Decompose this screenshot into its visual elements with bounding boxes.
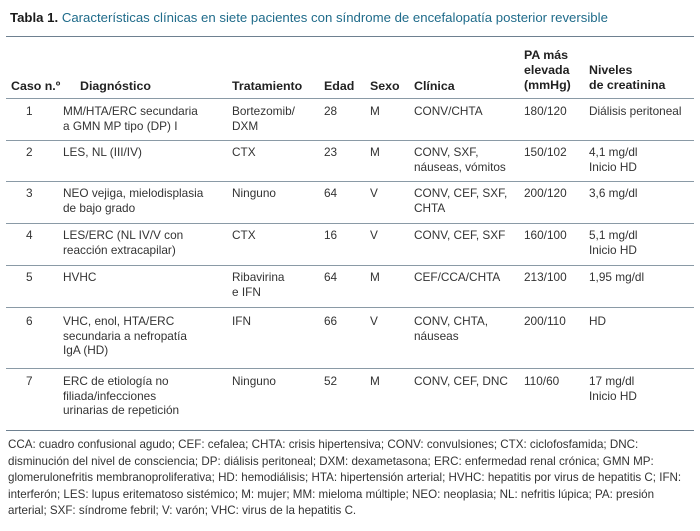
table-label: Tabla 1. bbox=[10, 10, 59, 25]
cell-pa: 200/110 bbox=[524, 314, 566, 328]
cell-creatinina bbox=[589, 314, 606, 329]
header-pa bbox=[524, 48, 571, 93]
cell-clinica-line: CONV, CEF, SXF bbox=[414, 228, 506, 242]
cell-creatinina-line: Inicio HD bbox=[589, 242, 637, 257]
cell-clinica bbox=[414, 228, 505, 243]
top-rule bbox=[6, 36, 694, 37]
header-niveles-line1: Niveles bbox=[589, 63, 633, 77]
row-separator bbox=[6, 140, 694, 141]
cell-creatinina-line: 4,1 mg/dl bbox=[589, 145, 638, 159]
header-niveles bbox=[589, 63, 665, 93]
cell-edad: 16 bbox=[324, 228, 338, 242]
cell-sexo: M bbox=[370, 374, 380, 388]
cell-diagnostico-line: urinarias de repetición bbox=[63, 403, 180, 418]
cell-tratamiento-line: Ninguno bbox=[232, 186, 276, 200]
header-edad: Edad bbox=[324, 79, 355, 93]
cell-diagnostico-line: VHC, enol, HTA/ERC bbox=[63, 314, 175, 328]
cell-diagnostico bbox=[63, 314, 187, 358]
cell-creatinina-line: Inicio HD bbox=[589, 159, 637, 174]
header-sexo: Sexo bbox=[370, 79, 400, 93]
cell-clinica bbox=[414, 374, 508, 389]
row-separator bbox=[6, 265, 694, 266]
table-title bbox=[10, 10, 608, 25]
cell-tratamiento bbox=[232, 104, 295, 133]
cell-sexo: M bbox=[370, 104, 380, 118]
cell-sexo: V bbox=[370, 228, 378, 242]
cell-sexo: M bbox=[370, 270, 380, 284]
row-separator bbox=[6, 181, 694, 182]
cell-creatinina-line: 17 mg/dl bbox=[589, 374, 635, 388]
cell-sexo: V bbox=[370, 186, 378, 200]
row-separator bbox=[6, 307, 694, 308]
cell-edad: 28 bbox=[324, 104, 338, 118]
cell-creatinina bbox=[589, 145, 638, 174]
cell-diagnostico-line: MM/HTA/ERC secundaria bbox=[63, 104, 198, 118]
cell-diagnostico bbox=[63, 145, 142, 160]
cell-creatinina bbox=[589, 228, 638, 257]
cell-clinica-line: CHTA bbox=[414, 200, 446, 215]
cell-pa: 213/100 bbox=[524, 270, 567, 284]
cell-tratamiento bbox=[232, 228, 256, 243]
cell-creatinina bbox=[589, 104, 681, 119]
cell-diagnostico-line: LES/ERC (NL IV/V con bbox=[63, 228, 184, 242]
cell-tratamiento bbox=[232, 270, 284, 299]
cell-tratamiento bbox=[232, 314, 251, 329]
cell-creatinina-line: Diálisis peritoneal bbox=[589, 104, 682, 118]
cell-creatinina-line: Inicio HD bbox=[589, 388, 637, 403]
header-pa-line2: elevada bbox=[524, 63, 570, 77]
cell-diagnostico-line: HVHC bbox=[63, 270, 97, 284]
cell-creatinina-line: HD bbox=[589, 314, 607, 328]
cell-creatinina-line: 1,95 mg/dl bbox=[589, 270, 645, 284]
cell-clinica-line: CONV, CEF, DNC bbox=[414, 374, 508, 388]
cell-clinica-line: náuseas, vómitos bbox=[414, 159, 506, 174]
cell-caso: 4 bbox=[26, 228, 33, 242]
cell-clinica bbox=[414, 314, 488, 343]
cell-clinica-line: CONV/CHTA bbox=[414, 104, 483, 118]
header-clinica: Clínica bbox=[414, 79, 455, 93]
cell-clinica bbox=[414, 145, 506, 174]
cell-diagnostico-line: a GMN MP tipo (DP) I bbox=[63, 118, 178, 133]
cell-pa: 200/120 bbox=[524, 186, 567, 200]
cell-diagnostico bbox=[63, 228, 183, 257]
cell-diagnostico bbox=[63, 186, 203, 215]
cell-tratamiento-line: e IFN bbox=[232, 284, 261, 299]
cell-diagnostico bbox=[63, 270, 96, 285]
cell-tratamiento bbox=[232, 186, 276, 201]
header-tratamiento: Tratamiento bbox=[232, 79, 303, 93]
cell-tratamiento-line: Ribavirina bbox=[232, 270, 285, 284]
header-niveles-line2: de creatinina bbox=[589, 78, 666, 92]
cell-clinica bbox=[414, 104, 483, 119]
cell-caso: 5 bbox=[26, 270, 33, 284]
cell-clinica bbox=[414, 186, 507, 215]
cell-pa: 160/100 bbox=[524, 228, 567, 242]
cell-creatinina bbox=[589, 374, 637, 403]
cell-clinica-line: CONV, CHTA, bbox=[414, 314, 489, 328]
bottom-rule bbox=[6, 430, 694, 431]
cell-diagnostico-line: NEO vejiga, mielodisplasia bbox=[63, 186, 204, 200]
cell-diagnostico-line: reacción extracapilar) bbox=[63, 242, 176, 257]
cell-sexo: V bbox=[370, 314, 378, 328]
cell-pa: 150/102 bbox=[524, 145, 567, 159]
cell-tratamiento bbox=[232, 145, 256, 160]
cell-diagnostico-line: secundaria a nefropatía bbox=[63, 328, 187, 343]
cell-diagnostico-line: LES, NL (III/IV) bbox=[63, 145, 142, 159]
cell-diagnostico bbox=[63, 104, 198, 133]
cell-tratamiento-line: CTX bbox=[232, 145, 256, 159]
cell-clinica-line: CEF/CCA/CHTA bbox=[414, 270, 501, 284]
cell-creatinina bbox=[589, 270, 644, 285]
cell-pa: 110/60 bbox=[524, 374, 560, 388]
cell-tratamiento-line: Ninguno bbox=[232, 374, 276, 388]
header-diagnostico: Diagnóstico bbox=[80, 79, 151, 93]
cell-tratamiento-line: Bortezomib/ bbox=[232, 104, 295, 118]
cell-diagnostico bbox=[63, 374, 179, 418]
cell-clinica-line: CONV, SXF, bbox=[414, 145, 479, 159]
cell-caso: 2 bbox=[26, 145, 33, 159]
cell-tratamiento-line: DXM bbox=[232, 118, 259, 133]
cell-pa: 180/120 bbox=[524, 104, 567, 118]
cell-edad: 66 bbox=[324, 314, 338, 328]
cell-caso: 6 bbox=[26, 314, 33, 328]
cell-diagnostico-line: IgA (HD) bbox=[63, 343, 109, 358]
cell-creatinina-line: 5,1 mg/dl bbox=[589, 228, 638, 242]
cell-clinica bbox=[414, 270, 500, 285]
row-separator bbox=[6, 368, 694, 369]
cell-clinica-line: CONV, CEF, SXF, bbox=[414, 186, 508, 200]
cell-caso: 3 bbox=[26, 186, 33, 200]
header-caso: Caso n.º bbox=[11, 79, 61, 93]
cell-diagnostico-line: filiada/infecciones bbox=[63, 388, 157, 403]
cell-creatinina-line: 3,6 mg/dl bbox=[589, 186, 638, 200]
cell-diagnostico-line: de bajo grado bbox=[63, 200, 136, 215]
cell-edad: 64 bbox=[324, 270, 338, 284]
cell-edad: 52 bbox=[324, 374, 338, 388]
row-separator bbox=[6, 223, 694, 224]
cell-clinica-line: náuseas bbox=[414, 328, 459, 343]
cell-tratamiento-line: IFN bbox=[232, 314, 252, 328]
cell-diagnostico-line: ERC de etiología no bbox=[63, 374, 169, 388]
cell-edad: 23 bbox=[324, 145, 338, 159]
header-pa-line1: PA más bbox=[524, 48, 569, 62]
cell-caso: 1 bbox=[26, 104, 33, 118]
table-caption: Características clínicas en siete pacientes con síndrome de encefalopatía posterior reversible bbox=[61, 10, 608, 25]
header-rule bbox=[6, 98, 694, 99]
cell-caso: 7 bbox=[26, 374, 33, 388]
cell-creatinina bbox=[589, 186, 638, 201]
cell-edad: 64 bbox=[324, 186, 338, 200]
cell-tratamiento bbox=[232, 374, 276, 389]
cell-tratamiento-line: CTX bbox=[232, 228, 256, 242]
table-footnote: CCA: cuadro confusional agudo; CEF: cefalea; CHTA: crisis hipertensiva; CONV: convulsiones; CTX: ciclofosfamida; DNC: disminución del nivel de consciencia; DP: diálisis peritoneal; DXM: dexametasona; ERC: enfermedad renal crónica; GMN MP: glomerulonefritis membranoproliferativa; HD: hemodiálisis; HTA: hipertensión arterial; HVHC: hepatitis por virus de hepatitis C; IFN: interferón; LES: lupus eritematoso sistémico; M: mujer; MM: mieloma múltiple; NEO: neoplasia; NL: nefritis lúpica; PA: presión arterial; SXF: síndrome febril; V: varón; VHC: virus de la hepatitis C. bbox=[8, 438, 682, 518]
header-pa-line3: (mmHg) bbox=[524, 78, 571, 92]
cell-sexo: M bbox=[370, 145, 380, 159]
